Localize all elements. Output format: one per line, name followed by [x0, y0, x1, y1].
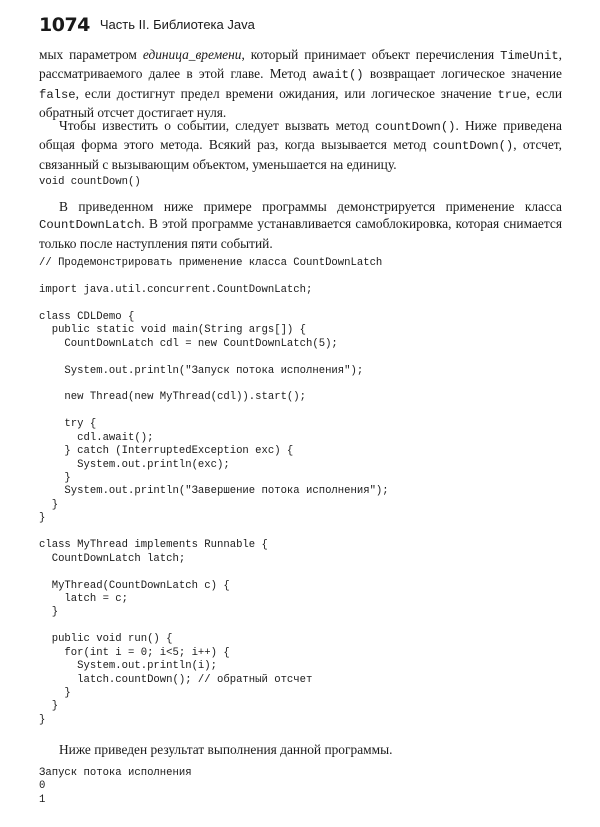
code-line — [39, 526, 389, 539]
code-line: import java.util.concurrent.CountDownLatch; — [39, 283, 313, 296]
code-line: CountDownLatch latch; — [39, 552, 186, 565]
code-block-program — [39, 257, 389, 727]
paragraph-output-intro: Ниже приведен результат выполнения данной программы. — [59, 742, 393, 757]
inline-code: true — [497, 87, 527, 102]
code-block-signature — [39, 176, 141, 189]
code-line — [39, 405, 389, 418]
paragraph-example-intro: В приведенном ниже примере программы демонстрируется применение класса CountDownLatch. В этой программе устанавливается самоблокировка, которая снимается только после наступления пяти событий. — [39, 199, 562, 251]
page-header — [39, 14, 255, 38]
inline-code: CountDownLatch — [39, 218, 142, 233]
code-line — [39, 620, 389, 633]
code-line: // Продемонстрировать применение класса CountDownLatch — [39, 257, 383, 269]
code-line: new Thread(new MyThread(cdl)).start(); — [39, 391, 307, 404]
code-line: class CDLDemo { — [39, 310, 135, 323]
code-line: for(int i = 0; i<5; i++) { — [39, 646, 230, 659]
code-line: } catch (InterruptedException exc) { — [39, 445, 294, 458]
code-line: void countDown() — [39, 176, 141, 188]
code-line: } — [39, 472, 71, 484]
code-line: CountDownLatch cdl = new CountDownLatch(5); — [39, 337, 338, 350]
code-line: System.out.println(exc); — [39, 458, 230, 471]
code-line: Запуск потока исполнения — [39, 767, 192, 779]
code-line: try { — [39, 418, 97, 431]
code-line: public static void main(String args[]) { — [39, 324, 307, 337]
code-line: 0 — [39, 780, 46, 793]
code-line: } — [39, 512, 46, 525]
param-name: единица_времени — [142, 47, 242, 62]
paragraph-await-description: мых параметром единица_времени, который принимает объект перечисления TimeUnit, рассматриваемого далее в этой главе. Метод await() возвращает логическое значение false, если достигнут предел времени ожидания, или логическое значение true, если обратный отсчет достигает нуля. — [39, 47, 563, 121]
code-line: System.out.println("Запуск потока исполнения"); — [39, 364, 364, 377]
code-line — [39, 270, 389, 283]
running-head: Часть II. Библиотека Java — [99, 17, 255, 32]
code-line — [39, 297, 389, 310]
code-line: class MyThread implements Runnable { — [39, 539, 268, 552]
code-line — [39, 566, 389, 579]
code-line — [39, 351, 389, 364]
code-line: cdl.await(); — [39, 431, 154, 444]
code-line — [39, 378, 389, 391]
code-line: public void run() { — [39, 633, 173, 646]
code-line: } — [39, 700, 59, 713]
code-line: latch.countDown(); // обратный отсчет — [39, 673, 313, 686]
inline-code: false — [39, 87, 76, 102]
code-line: 1 — [39, 793, 46, 806]
paragraph-countdown-description: Чтобы известить о событии, следует вызвать метод countDown(). Ниже приведена общая форма этого метода. Всякий раз, когда вызывается метод countDown(), отсчет, связанный с вызывающим объектом, уменьшается на единицу. — [39, 118, 562, 172]
code-line: System.out.println(i); — [39, 660, 218, 673]
inline-code: TimeUnit — [500, 49, 559, 63]
code-line: latch = c; — [39, 592, 129, 605]
code-line: } — [39, 713, 46, 726]
page-number: 1074 — [39, 14, 90, 36]
inline-code: await() — [312, 68, 364, 83]
code-line: System.out.println("Завершение потока исполнения"); — [39, 485, 389, 498]
code-line: } — [39, 687, 71, 699]
code-line: MyThread(CountDownLatch c) { — [39, 579, 230, 592]
code-block-output — [39, 767, 192, 807]
code-line: } — [39, 606, 59, 619]
inline-code: countDown() — [375, 120, 456, 134]
inline-code: countDown() — [432, 139, 514, 154]
code-line: } — [39, 498, 59, 511]
